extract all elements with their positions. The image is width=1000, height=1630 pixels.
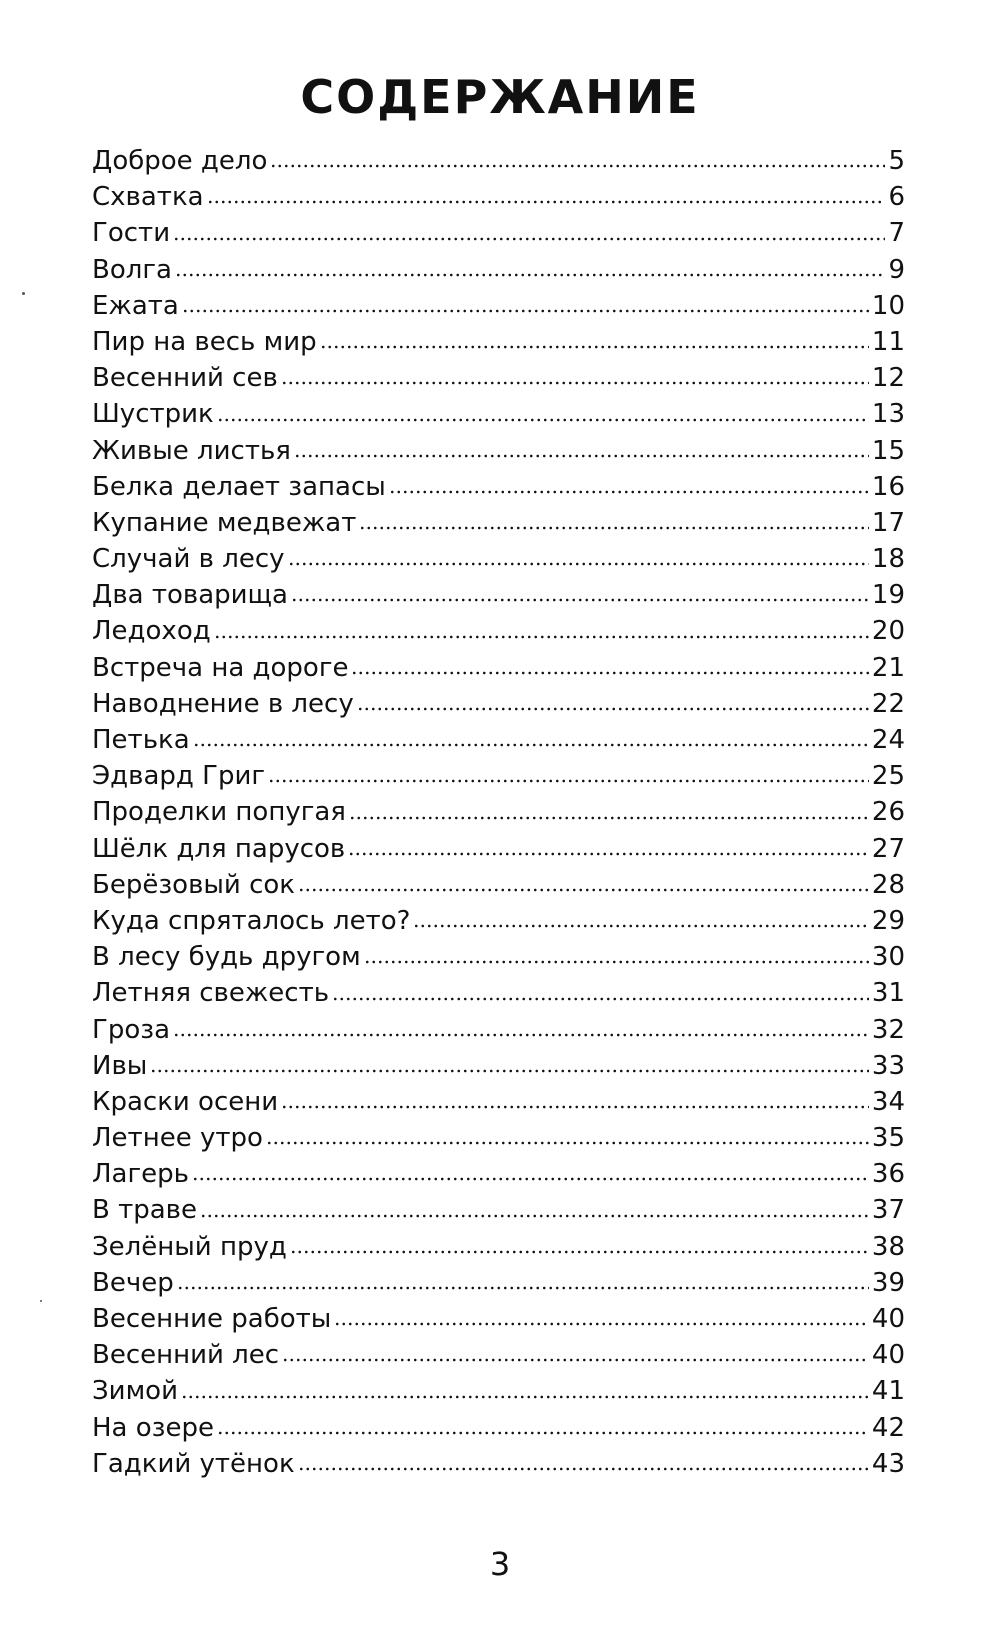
toc-entry bbox=[92, 831, 905, 867]
toc-entry-title: Белка делает запасы bbox=[92, 471, 386, 502]
toc-entry bbox=[92, 469, 905, 505]
toc-leader-dots bbox=[348, 851, 869, 857]
toc-leader-dots bbox=[177, 1285, 869, 1291]
toc-entry bbox=[92, 143, 905, 179]
toc-entry-title: Волга bbox=[92, 254, 172, 285]
toc-entry bbox=[92, 1301, 905, 1337]
toc-leader-dots bbox=[207, 199, 886, 205]
toc-entry-title: Шёлк для парусов bbox=[92, 833, 346, 864]
toc-entry bbox=[92, 252, 905, 288]
toc-entry-page: 41 bbox=[871, 1376, 905, 1407]
toc-leader-dots bbox=[389, 489, 869, 495]
page-title: СОДЕРЖАНИЕ bbox=[300, 70, 700, 124]
toc-leader-dots bbox=[288, 561, 869, 567]
toc-leader-dots bbox=[294, 453, 869, 459]
toc-entry-page: 21 bbox=[871, 652, 905, 683]
toc-entry bbox=[92, 939, 905, 975]
toc-entry-title: Ивы bbox=[92, 1050, 148, 1081]
toc-entry-page: 29 bbox=[871, 905, 905, 936]
toc-entry bbox=[92, 650, 905, 686]
toc-leader-dots bbox=[173, 236, 885, 242]
toc-entry-title: Вечер bbox=[92, 1267, 174, 1298]
toc-entry-title: Петька bbox=[92, 725, 190, 755]
toc-entry bbox=[92, 396, 905, 432]
toc-entry-title: Летняя свежесть bbox=[92, 978, 330, 1009]
toc-entry bbox=[92, 288, 905, 324]
toc-entry-page: 25 bbox=[871, 761, 905, 792]
toc-entry-page: 40 bbox=[871, 1340, 905, 1371]
toc-entry-page: 15 bbox=[871, 435, 905, 466]
toc-leader-dots bbox=[182, 308, 869, 314]
toc-leader-dots bbox=[281, 1104, 869, 1110]
toc-entry bbox=[92, 1229, 905, 1265]
toc-leader-dots bbox=[282, 1357, 869, 1363]
toc-entry-page: 18 bbox=[871, 544, 905, 575]
toc-entry-page: 43 bbox=[871, 1448, 905, 1479]
toc-entry-title: Ледоход bbox=[92, 616, 211, 647]
toc-entry-page: 7 bbox=[888, 218, 905, 249]
toc-leader-dots bbox=[193, 742, 869, 748]
toc-entry-title: В лесу будь другом bbox=[92, 942, 361, 973]
print-speck bbox=[22, 292, 25, 295]
toc-entry-page: 35 bbox=[871, 1123, 905, 1154]
toc-entry-page: 24 bbox=[871, 725, 905, 755]
toc-entry bbox=[92, 215, 905, 251]
toc-leader-dots bbox=[351, 670, 868, 676]
toc-entry-title: Гроза bbox=[92, 1014, 171, 1045]
toc-entry-page: 19 bbox=[871, 580, 905, 611]
toc-entry-title: Проделки попугая bbox=[92, 797, 346, 828]
print-speck bbox=[40, 1300, 42, 1302]
toc-entry-page: 13 bbox=[871, 399, 905, 430]
toc-entry-page: 36 bbox=[871, 1159, 905, 1190]
toc-entry-title: Весенний лес bbox=[92, 1340, 280, 1371]
toc-entry bbox=[92, 794, 905, 830]
toc-entry-page: 9 bbox=[888, 254, 905, 285]
toc-leader-dots bbox=[413, 923, 868, 929]
toc-entry-title: Схватка bbox=[92, 182, 204, 213]
toc-leader-dots bbox=[298, 1466, 869, 1472]
toc-leader-dots bbox=[357, 706, 869, 712]
toc-entry bbox=[92, 1120, 905, 1156]
toc-entry bbox=[92, 1410, 905, 1446]
toc-entry bbox=[92, 1084, 905, 1120]
toc-entry-title: Краски осени bbox=[92, 1086, 279, 1117]
toc-leader-dots bbox=[175, 272, 885, 278]
toc-entry-title: Шустрик bbox=[92, 399, 214, 430]
toc-leader-dots bbox=[268, 778, 869, 784]
toc-leader-dots bbox=[266, 1140, 869, 1146]
toc-entry-title: Зелёный пруд bbox=[92, 1231, 287, 1262]
toc-leader-dots bbox=[364, 959, 869, 965]
toc-entry bbox=[92, 324, 905, 360]
toc-leader-dots bbox=[214, 634, 869, 640]
toc-entry-page: 38 bbox=[871, 1231, 905, 1262]
toc-leader-dots bbox=[298, 887, 869, 893]
toc-entry-title: Гости bbox=[92, 218, 171, 249]
toc-entry-page: 34 bbox=[871, 1086, 905, 1117]
toc-entry bbox=[92, 1265, 905, 1301]
toc-entry-title: В траве bbox=[92, 1195, 198, 1226]
toc-leader-dots bbox=[200, 1213, 869, 1219]
toc-entry-page: 31 bbox=[871, 978, 905, 1009]
toc-entry-page: 17 bbox=[871, 507, 905, 538]
toc-entry-page: 20 bbox=[871, 616, 905, 647]
toc-entry bbox=[92, 1048, 905, 1084]
toc-entry-title: Ежата bbox=[92, 290, 179, 321]
toc-entry-title: Зимой bbox=[92, 1376, 178, 1407]
toc-entry-title: Летнее утро bbox=[92, 1123, 263, 1154]
toc-entry-title: Куда спряталось лето? bbox=[92, 905, 411, 936]
toc-entry-page: 33 bbox=[871, 1050, 905, 1081]
toc-entry bbox=[92, 433, 905, 469]
toc-leader-dots bbox=[150, 1068, 869, 1074]
toc-entry-title: Живые листья bbox=[92, 435, 291, 466]
toc-entry-page: 22 bbox=[871, 688, 905, 719]
toc-entry bbox=[92, 686, 905, 722]
toc-entry-page: 10 bbox=[871, 290, 905, 321]
toc-entry-page: 28 bbox=[871, 869, 905, 900]
toc-entry bbox=[92, 1337, 905, 1373]
toc-leader-dots bbox=[359, 525, 869, 531]
toc-entry-title: Весенний сев bbox=[92, 363, 278, 394]
toc-entry-page: 42 bbox=[871, 1412, 905, 1443]
toc-entry-page: 12 bbox=[871, 363, 905, 394]
toc-leader-dots bbox=[173, 1032, 869, 1038]
toc-entry bbox=[92, 179, 905, 215]
toc-entry-page: 11 bbox=[871, 326, 905, 357]
toc-entry bbox=[92, 1446, 905, 1482]
toc-entry-page: 27 bbox=[871, 833, 905, 864]
toc-entry-page: 39 bbox=[871, 1267, 905, 1298]
toc-entry-page: 40 bbox=[871, 1304, 905, 1334]
toc-leader-dots bbox=[217, 1430, 869, 1436]
toc-entry-title: Наводнение в лесу bbox=[92, 688, 354, 719]
toc-entry-page: 30 bbox=[871, 942, 905, 973]
toc-entry-title: Два товарища bbox=[92, 580, 288, 611]
toc-entry-title: Эдвард Григ bbox=[92, 761, 266, 792]
toc-entry bbox=[92, 758, 905, 794]
toc-entry bbox=[92, 577, 905, 613]
toc-entry-title: Пир на весь мир bbox=[92, 326, 317, 357]
table-of-contents bbox=[92, 143, 905, 1482]
toc-entry bbox=[92, 867, 905, 903]
toc-entry-title: Купание медвежат bbox=[92, 507, 357, 538]
toc-entry-page: 6 bbox=[888, 182, 905, 213]
toc-entry-title: Лагерь bbox=[92, 1159, 189, 1190]
toc-entry bbox=[92, 722, 905, 758]
toc-leader-dots bbox=[290, 1249, 869, 1255]
toc-entry-page: 5 bbox=[888, 146, 905, 176]
toc-leader-dots bbox=[192, 1176, 869, 1182]
toc-entry bbox=[92, 1192, 905, 1228]
toc-entry bbox=[92, 360, 905, 396]
toc-leader-dots bbox=[217, 417, 869, 423]
toc-entry-page: 16 bbox=[871, 471, 905, 502]
toc-entry bbox=[92, 975, 905, 1011]
toc-entry-title: Берёзовый сок bbox=[92, 869, 295, 900]
toc-entry bbox=[92, 903, 905, 939]
toc-entry bbox=[92, 1012, 905, 1048]
toc-leader-dots bbox=[320, 344, 869, 350]
toc-entry-title: Гадкий утёнок bbox=[92, 1448, 295, 1479]
toc-entry-page: 37 bbox=[871, 1195, 905, 1226]
toc-leader-dots bbox=[349, 815, 869, 821]
toc-leader-dots bbox=[291, 597, 869, 603]
page-number: 3 bbox=[489, 1545, 511, 1583]
toc-leader-dots bbox=[270, 163, 885, 169]
toc-entry bbox=[92, 613, 905, 649]
toc-leader-dots bbox=[281, 380, 869, 386]
toc-entry bbox=[92, 1156, 905, 1192]
toc-entry-title: Доброе дело bbox=[92, 146, 268, 176]
toc-entry-page: 32 bbox=[871, 1014, 905, 1045]
toc-leader-dots bbox=[334, 1321, 869, 1327]
toc-entry bbox=[92, 505, 905, 541]
toc-entry-page: 26 bbox=[871, 797, 905, 828]
toc-entry bbox=[92, 1373, 905, 1409]
toc-entry-title: Весенние работы bbox=[92, 1304, 332, 1334]
toc-entry-title: Встреча на дороге bbox=[92, 652, 349, 683]
toc-entry-title: На озере bbox=[92, 1412, 214, 1443]
toc-leader-dots bbox=[332, 996, 869, 1002]
toc-entry-title: Случай в лесу bbox=[92, 544, 285, 575]
toc-entry bbox=[92, 541, 905, 577]
toc-leader-dots bbox=[181, 1394, 869, 1400]
